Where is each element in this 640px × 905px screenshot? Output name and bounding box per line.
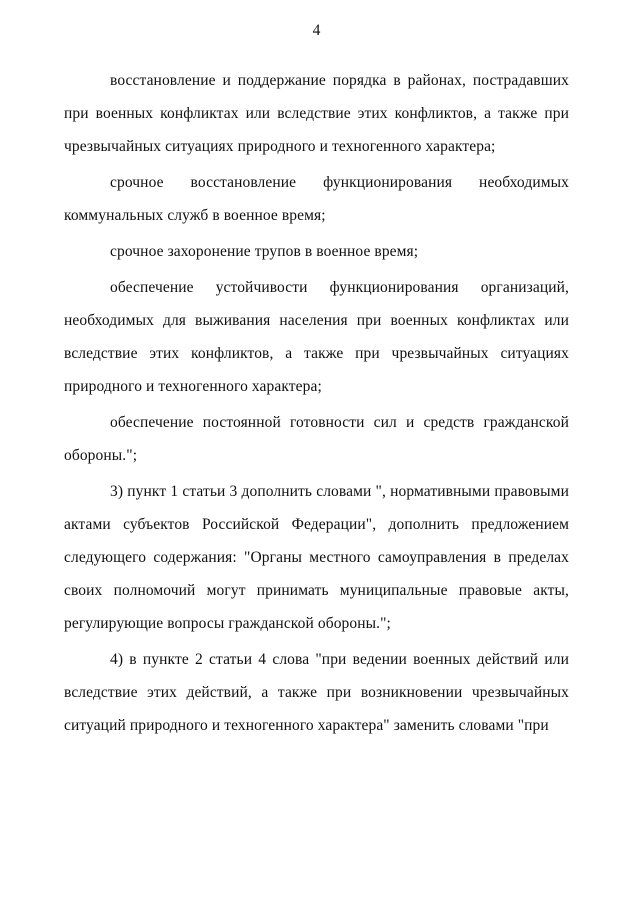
text-line: ситуаций природного и техногенного характера" заменить словами "при bbox=[64, 717, 549, 734]
text-line: регулирующие вопросы гражданской обороны."; bbox=[64, 615, 391, 632]
paragraph bbox=[64, 271, 569, 403]
text-line: вследствие этих конфликтов, а также при чрезвычайных ситуациях bbox=[64, 345, 569, 362]
text-line: своих полномочий могут принимать муниципальные правовые акты, bbox=[64, 582, 569, 599]
text-line: необходимых для выживания населения при военных конфликтах или bbox=[64, 312, 569, 329]
paragraph bbox=[64, 406, 569, 472]
text-line: обеспечение постоянной готовности сил и средств гражданской bbox=[110, 414, 569, 431]
text-line: коммунальных служб в военное время; bbox=[64, 207, 326, 224]
page-number: 4 bbox=[312, 22, 321, 39]
text-line: актами субъектов Российской Федерации", дополнить предложением bbox=[64, 516, 569, 533]
paragraph bbox=[64, 643, 569, 742]
paragraph bbox=[64, 166, 569, 232]
text-line: обеспечение устойчивости функционирования организаций, bbox=[110, 279, 569, 296]
text-line: вследствие этих действий, а также при возникновении чрезвычайных bbox=[64, 684, 569, 701]
text-line: при военных конфликтах или вследствие этих конфликтов, а также при bbox=[64, 105, 569, 122]
text-line: срочное восстановление функционирования необходимых bbox=[110, 174, 569, 191]
text-line: 4) в пункте 2 статьи 4 слова "при ведении военных действий или bbox=[110, 651, 569, 668]
text-line: обороны."; bbox=[64, 447, 138, 464]
paragraph bbox=[64, 235, 569, 268]
text-line: срочное захоронение трупов в военное время; bbox=[110, 243, 419, 260]
text-line: восстановление и поддержание порядка в районах, пострадавших bbox=[110, 72, 569, 89]
paragraph bbox=[64, 64, 569, 163]
text-line: природного и техногенного характера; bbox=[64, 378, 322, 395]
document-body bbox=[64, 64, 569, 742]
paragraph bbox=[64, 475, 569, 640]
text-line: следующего содержания: "Органы местного самоуправления в пределах bbox=[64, 549, 569, 566]
text-line: 3) пункт 1 статьи 3 дополнить словами ", нормативными правовыми bbox=[110, 483, 569, 500]
text-line: чрезвычайных ситуациях природного и техногенного характера; bbox=[64, 138, 496, 155]
